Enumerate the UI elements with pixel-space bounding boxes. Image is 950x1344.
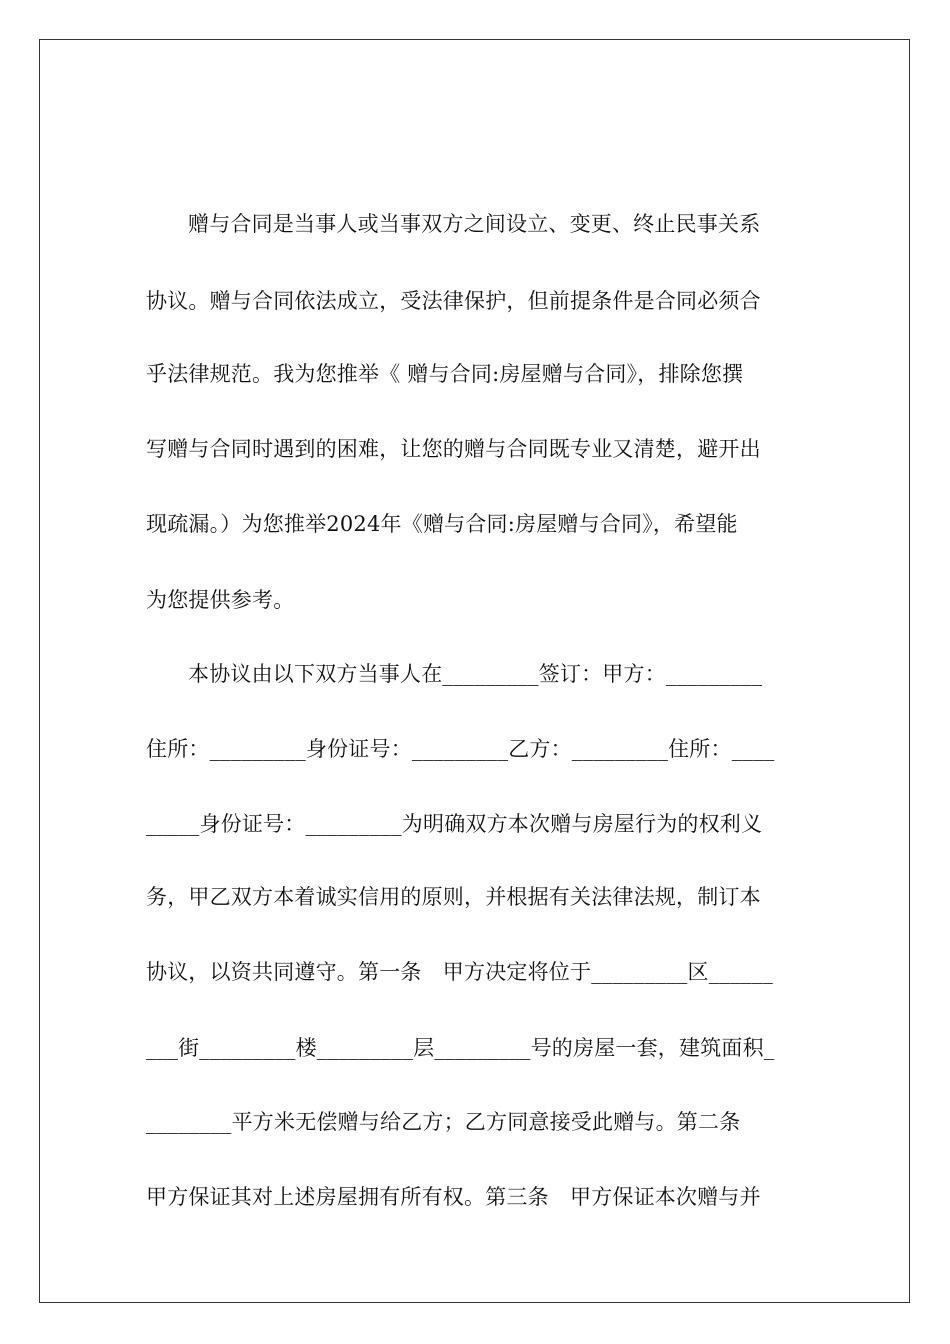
paragraph-line-5: 现疏漏。）为您推举2024年《赠与合同:房屋赠与合同》，希望能	[146, 512, 738, 536]
paragraph-line-13: ________平方米无偿赠与给乙方；乙方同意接受此赠与。第二条	[146, 1110, 741, 1134]
paragraph-line-3: 乎法律规范。我为您推举《 赠与合同:房屋赠与合同》，排除您撰	[146, 362, 744, 386]
paragraph-line-1: 赠与合同是当事人或当事双方之间设立、变更、终止民事关系	[188, 212, 761, 236]
paragraph-line-12: ___街_________楼_________层_________号的房屋一套，建筑面积_	[146, 1036, 775, 1060]
paragraph-line-6: 为您提供参考。	[146, 588, 295, 612]
paragraph-line-9: _____身份证号：_________为明确双方本次赠与房屋行为的权利义	[146, 812, 763, 836]
paragraph-line-7: 本协议由以下双方当事人在_________签订：甲方：_________	[188, 662, 763, 686]
paragraph-line-2: 协议。赠与合同依法成立，受法律保护，但前提条件是合同必须合	[146, 289, 761, 313]
paragraph-line-10: 务，甲乙双方本着诚实信用的原则，并根据有关法律法规，制订本	[146, 885, 761, 909]
paragraph-line-4: 写赠与合同时遇到的困难，让您的赠与合同既专业又清楚，避开出	[146, 437, 761, 461]
paragraph-line-14: 甲方保证其对上述房屋拥有所有权。第三条 甲方保证本次赠与并	[146, 1185, 761, 1209]
paragraph-line-8: 住所：_________身份证号：_________乙方：_________住所：____	[146, 737, 775, 761]
paragraph-line-11: 协议，以资共同遵守。第一条 甲方决定将位于_________区______	[146, 960, 773, 984]
